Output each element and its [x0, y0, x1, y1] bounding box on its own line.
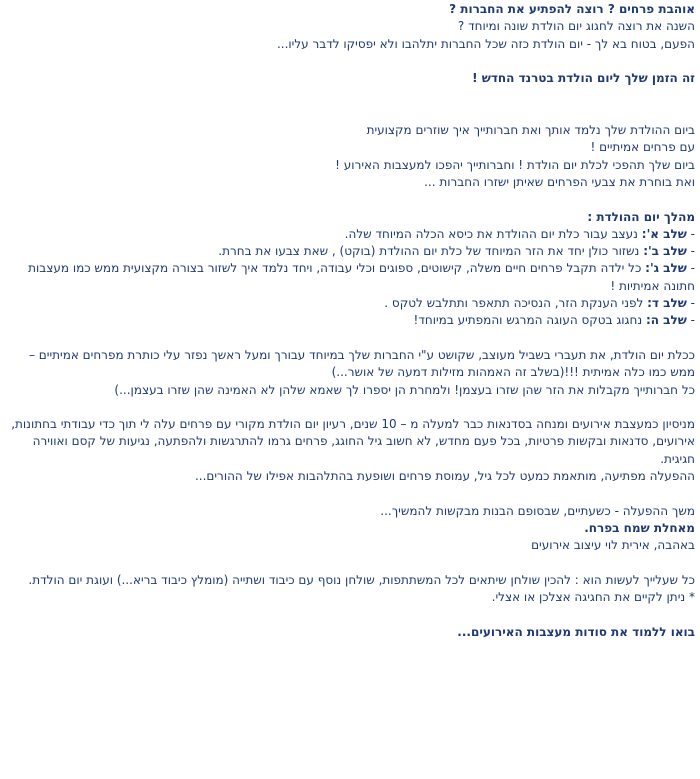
process-step: - שלב א': נעצב עבור כלת יום ההולדת את כיסא הכלה המיוחד שלה. [344, 226, 695, 241]
step-label: שלב ב': [643, 244, 687, 259]
paragraph-3-line: מניסיון כמעצבת אירועים ומנחה בסדנאות כבר למעלה מ – 10 שנים, רעיון יום הולדת מקורי עם פרחים עלה לי תוך כדי עבודתי בחתונות, אירועים, סדנאות ובקשות פרטיות, בכל פעם מחדש, לא חשוב גיל החוגג, פרחים גרמו להתרגשות ולהפתעה, נגיעות של קסם ואווירה חגיגית. [11, 417, 695, 466]
process-step: - שלב ב': נשזור כולן יחד את הזר המיוחד של כלת יום ההולדת (בוקט) , שאת צבעו את בחרת. [218, 244, 695, 259]
duration-text: משך ההפעלה - כשעתיים, שבסופם הבנות מבקשות להמשיך... [380, 503, 695, 518]
paragraph-1-line: עם פרחים אמיתיים ! [590, 140, 695, 155]
step-label: שלב ד: [647, 296, 687, 311]
notes-section [5, 572, 695, 607]
paragraph-1 [5, 122, 695, 191]
paragraph-2 [5, 347, 695, 399]
intro-section [5, 1, 695, 53]
paragraph-2-line: ככלת יום הולדת, את תעברי בשביל מעוצב, שקושט ע"י החברות שלך במיוחד עבורך ומעל ראשך נפזר עלי כותרת מפרחים אמיתיים – ממש כמו כלה אמיתית !!!(בשלב זה האמהות מזילות דמעה של אושר...) [28, 347, 695, 380]
note-line: * ניתן לקיים את החגיגה אצלכן או אצלי. [491, 590, 695, 605]
process-section [5, 209, 695, 330]
step-text: נשזור כולן יחד את הזר המיוחד של כלת יום ההולדת (בוקט) , שאת צבעו את בחרת. [218, 244, 644, 259]
process-step: - שלב ג': כל ילדה תקבל פרחים חיים משלה, קישוטים, ספוגים וכלי עבודה, ויחד נלמד איך לשזור בצורה מקצועית ממש כמו מעצבות חתונה אמיתיות ! [28, 261, 695, 293]
step-text: נעצב עבור כלת יום ההולדת את כיסא הכלה המיוחד שלה. [344, 226, 642, 241]
paragraph-3-line: ההפעלה מפתיעה, מותאמת כמעט לכל גיל, עמוסת פרחים ושופעת בהתלהבות אפילו של ההורים... [194, 469, 695, 484]
page-content [5, 0, 695, 641]
intro-line-2: הפעם, בטוח בא לך - יום הולדת כזה שכל החברות יתלהבו ולא יפסיקו לדבר עליו... [276, 36, 695, 51]
intro-heading: אוהבת פרחים ? רוצה להפתיע את החברות ? [449, 2, 695, 16]
step-text: נחגוג בטקס העוגה המרגש והמפתיע במיוחד! [413, 313, 646, 328]
paragraph-2-line: כל חברותייך מקבלות את הזר שהן שזרו בעצמן! ולמחרת הן יספרו לך שאמא שלהן לא האמינה שהן שזרו בעצמן...) [114, 382, 695, 397]
step-text: לפני הענקת הזר, הנסיכה תתאפר ותתלבש לטקס . [384, 296, 648, 311]
step-label: שלב א': [641, 226, 687, 241]
trend-heading: זה הזמן שלך ליום הולדת בטרנד החדש ! [472, 71, 695, 86]
paragraph-1-line: ואת בוחרת את צבעי הפרחים שאיתן ישזרו החברות ... [424, 174, 695, 189]
process-heading: מהלך יום ההולדת : [587, 209, 695, 224]
process-step: - שלב ה: נחגוג בטקס העוגה המרגש והמפתיע במיוחד! [413, 313, 695, 328]
closing-line: בואו ללמוד את סודות מעצבות האירועים... [457, 624, 695, 639]
step-label: שלב ג': [645, 261, 687, 276]
paragraph-3 [5, 416, 695, 485]
intro-line-1: השנה את רוצה לחגוג יום הולדת שונה ומיוחד ? [457, 19, 695, 34]
signoff-line: באהבה, אירית לוי עיצוב אירועים [531, 538, 695, 553]
paragraph-1-line: ביום ההולדת שלך נלמד אותך ואת חברותייך איך שוזרים מקצועית [366, 123, 695, 138]
step-label: שלב ה: [645, 313, 687, 328]
paragraph-1-line: ביום שלך תהפכי לכלת יום הולדת ! וחברותייך יהפכו למעצבות האירוע ! [335, 157, 695, 172]
step-text: כל ילדה תקבל פרחים חיים משלה, קישוטים, ספוגים וכלי עבודה, ויחד נלמד איך לשזור בצורה מקצועית ממש כמו מעצבות חתונה אמיתיות ! [28, 261, 695, 293]
note-line: כל שעלייך לעשות הוא : להכין שולחן שיתאים לכל המשתתפות, שולחן נוסף עם כיבוד ושתייה (מומלץ כיבוד בריא...) ועוגת יום הולדת. [28, 572, 695, 587]
process-step: - שלב ד: לפני הענקת הזר, הנסיכה תתאפר ותתלבש לטקס . [384, 296, 695, 311]
signoff-slogan: מאחלת שמח בפרח. [584, 520, 695, 535]
